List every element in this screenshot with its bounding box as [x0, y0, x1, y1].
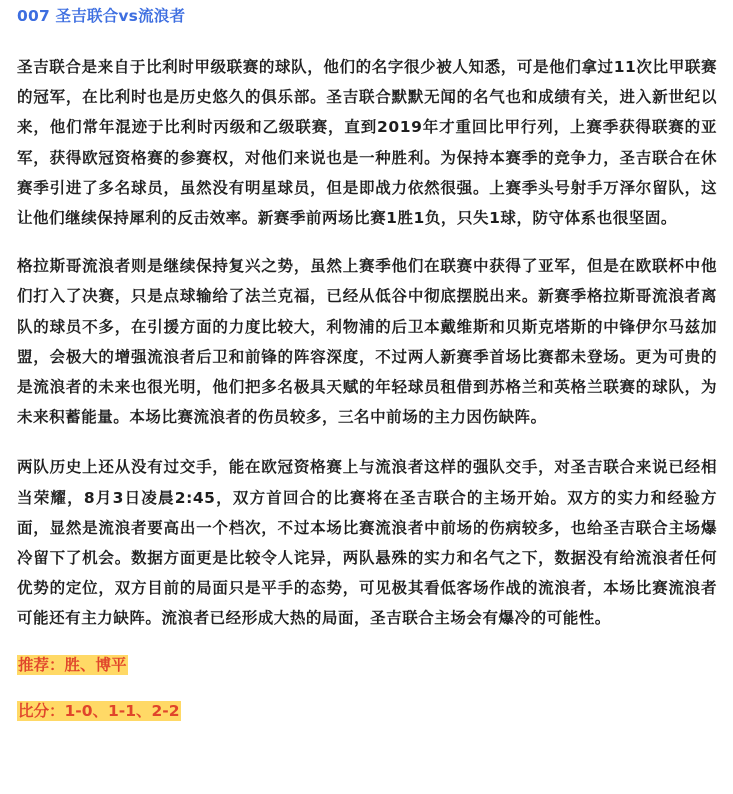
score-line [17, 700, 717, 722]
paragraph-team-b: 格拉斯哥流浪者则是继续保持复兴之势，虽然上赛季他们在联赛中获得了亚军，但是在欧联杯中他们打入了决赛，只是点球输给了法兰克福，已经从低谷中彻底摆脱出来。新赛季格拉斯哥流浪者离队的球员不多，在引援方面的力度比较大，利物浦的后卫本戴维斯和贝斯克塔斯的中锋伊尔马兹加盟，会极大的增强流浪者后卫和前锋的阵容深度，不过两人新赛季首场比赛都未登场。更为可贵的是流浪者的未来也很光明，他们把多名极具天赋的年轻球员租借到苏格兰和英格兰联赛的球队，为未来积蓄能量。本场比赛流浪者的伤员较多，三名中前场的主力因伤缺阵。 [17, 257, 717, 427]
article-title: 007 圣吉联合vs流浪者 [17, 7, 186, 25]
recommendation-line [17, 654, 717, 676]
paragraph-analysis: 两队历史上还从没有过交手，能在欧冠资格赛上与流浪者这样的强队交手，对圣吉联合来说已经相当荣耀，8月3日凌晨2:45，双方首回合的比赛将在圣吉联合的主场开始。双方的实力和经验方面，显然是流浪者要高出一个档次，不过本场比赛流浪者中前场的伤病较多，也给圣吉联合主场爆冷留下了机会。数据方面更是比较令人诧异，两队悬殊的实力和名气之下，数据没有给流浪者任何优势的定位，双方目前的局面只是平手的态势，可见极其看低客场作战的流浪者，本场比赛流浪者可能还有主力缺阵。流浪者已经形成大热的局面，圣吉联合主场会有爆冷的可能性。 [17, 458, 717, 628]
score-text: 比分：1-0、1-1、2-2 [18, 701, 180, 720]
paragraph-team-a: 圣吉联合是来自于比利时甲级联赛的球队，他们的名字很少被人知悉，可是他们拿过11次比甲联赛的冠军，在比利时也是历史悠久的俱乐部。圣吉联合默默无闻的名气也和成绩有关，进入新世纪以来，他们常年混迹于比利时丙级和乙级联赛，直到2019年才重回比甲行列，上赛季获得联赛的亚军，获得欧冠资格赛的参赛权，对他们来说也是一种胜利。为保持本赛季的竞争力，圣吉联合在休赛季引进了多名球员，虽然没有明星球员，但是即战力依然很强。上赛季头号射手万泽尔留队，这让他们继续保持犀利的反击效率。新赛季前两场比赛1胜1负，只失1球，防守体系也很坚固。 [17, 58, 717, 228]
recommendation-text: 推荐：胜、博平 [18, 655, 127, 674]
